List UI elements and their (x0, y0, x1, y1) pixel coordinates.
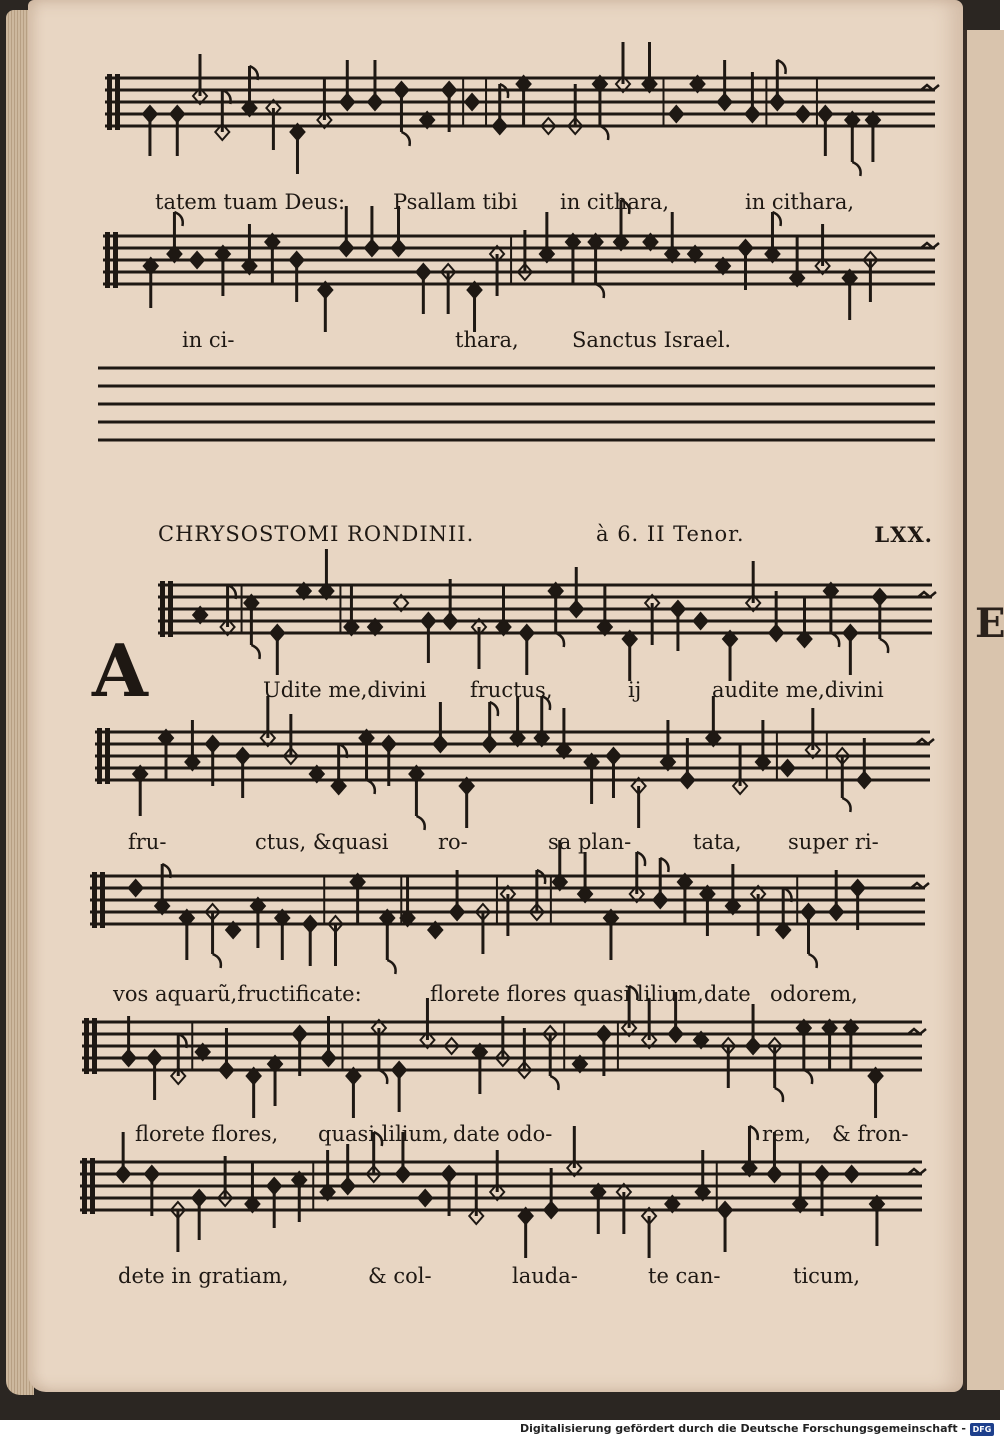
note-head (781, 760, 795, 776)
lyric-staff5-4: sa plan- (548, 830, 632, 854)
clef-icon (107, 74, 112, 130)
lyric-staff2-1: in ci- (182, 328, 235, 352)
note-flag (804, 1070, 812, 1084)
note-flag (401, 132, 409, 146)
clef-icon (97, 728, 102, 784)
note-flag (416, 816, 424, 830)
clef-icon (115, 74, 120, 130)
lyric-staff1-4: in cithara, (745, 190, 855, 214)
note-flag (775, 1088, 783, 1102)
clef-icon (168, 581, 173, 637)
note-head (845, 1166, 859, 1182)
clef-icon (105, 728, 110, 784)
lyric-staff5-5: tata, (693, 830, 742, 854)
lyric-staff7-3: date odo- (453, 1122, 553, 1146)
lyric-staff7-2: quasi lilium, (318, 1122, 449, 1146)
note-head (418, 1190, 432, 1206)
note-flag (251, 645, 259, 659)
lyric-staff6-2: florete flores quasi lilium,date (430, 982, 751, 1006)
note-flag (842, 798, 850, 812)
lyric-staff1-1: tatem tuam Deus: (155, 190, 346, 214)
lyric-staff6-1: vos aquarũ,fructificate: (113, 982, 362, 1006)
note-flag (596, 284, 604, 298)
note-flag (808, 954, 816, 968)
note-flag (852, 162, 860, 176)
note-head (796, 106, 810, 122)
lyric-staff7-4: rem, (762, 1122, 812, 1146)
lyric-staff7-1: florete flores, (135, 1122, 279, 1146)
lyric-staff8-1: dete in gratiam, (118, 1264, 289, 1288)
lyric-staff8-5: ticum, (793, 1264, 861, 1288)
clef-icon (105, 232, 110, 288)
folio-number: LXX. (874, 522, 933, 547)
note-flag (213, 954, 221, 968)
lyric-staff8-3: lauda- (512, 1264, 578, 1288)
lyric-staff1-3: in cithara, (560, 190, 670, 214)
lyric-staff4-1: Udite me,divini (263, 678, 427, 702)
clef-icon (100, 872, 105, 928)
lyric-staff5-1: fru- (128, 830, 167, 854)
clef-icon (92, 872, 97, 928)
clef-icon (113, 232, 118, 288)
lyric-staff8-2: & col- (368, 1264, 432, 1288)
lyric-staff1-2: Psallam tibi (393, 190, 518, 214)
clef-icon (92, 1018, 97, 1074)
note-flag (550, 1076, 558, 1090)
lyric-staff2-2: thara, (455, 328, 519, 352)
composer-name: CHRYSOSTOMI RONDINII. (158, 522, 475, 546)
digitization-credit: Digitalisierung gefördert durch die Deutsche Forschungsgemeinschaft - (519, 1422, 966, 1435)
lyric-staff6-3: odorem, (770, 982, 858, 1006)
note-flag (367, 780, 375, 794)
lyric-staff5-2: ctus, &quasi (255, 830, 389, 854)
note-flag (831, 633, 839, 647)
note-flag (556, 633, 564, 647)
note-head (669, 106, 683, 122)
lyric-staff5-6: super ri- (788, 830, 879, 854)
note-flag (880, 639, 888, 653)
note-head (129, 880, 143, 896)
note-flag (600, 126, 608, 140)
adjacent-page-glyph: E (975, 600, 1006, 647)
note-flag (379, 1070, 387, 1084)
lyric-staff4-2: fructus, (470, 678, 553, 702)
clef-icon (160, 581, 165, 637)
note-head (190, 252, 204, 268)
clef-icon (90, 1158, 95, 1214)
clef-icon (82, 1158, 87, 1214)
voice-part: à 6. II Tenor. (596, 522, 745, 546)
note-head (465, 94, 479, 110)
lyric-staff8-4: te can- (648, 1264, 721, 1288)
clef-icon (84, 1018, 89, 1074)
dfg-logo: DFG (970, 1423, 994, 1436)
lyric-staff5-3: ro- (438, 830, 468, 854)
lyric-staff4-4: audite me,divini (712, 678, 884, 702)
lyric-staff7-5: & fron- (832, 1122, 909, 1146)
digitization-footer (0, 1420, 1000, 1440)
note-head (694, 613, 708, 629)
lyric-staff2-3: Sanctus Israel. (572, 328, 732, 352)
note-flag (387, 960, 395, 974)
lyric-staff4-3: ij (628, 678, 642, 702)
decorated-initial: A (92, 628, 148, 713)
